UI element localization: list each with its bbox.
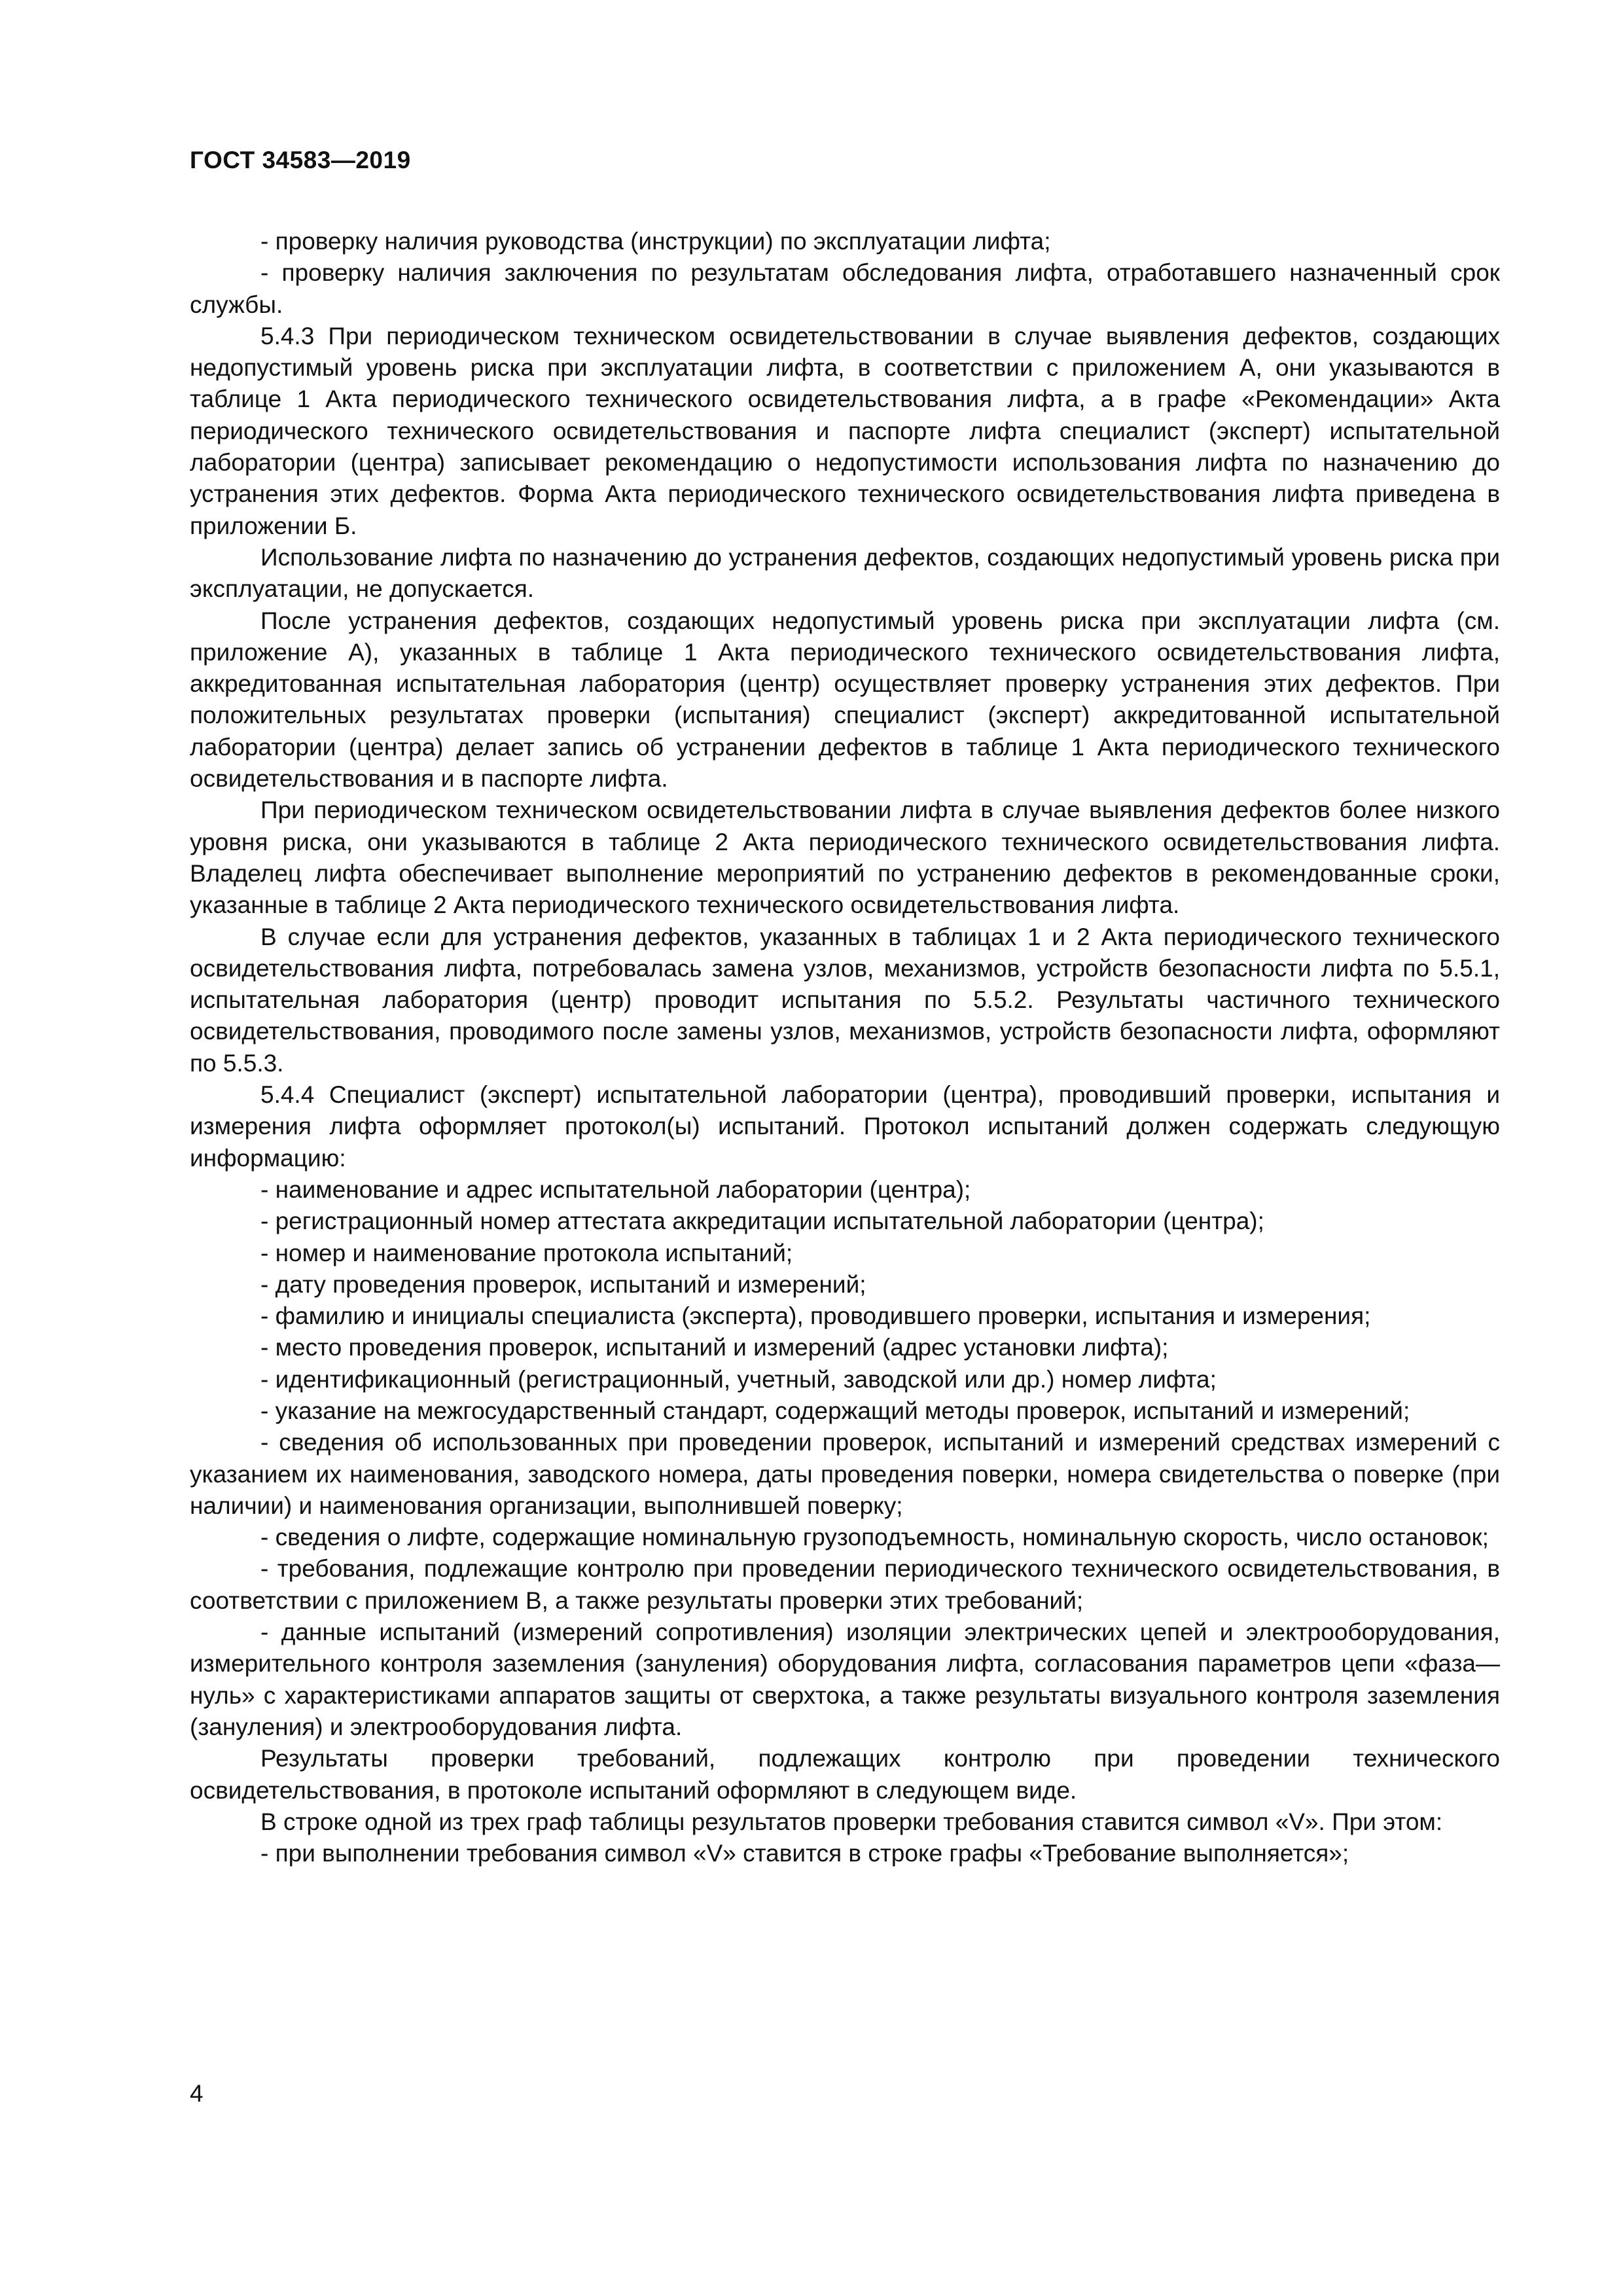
list-item: - место проведения проверок, испытаний и измерений (адрес установки лифта); [260,1334,1169,1361]
page-header-title: ГОСТ 34583—2019 [190,147,411,173]
paragraph: Результаты проверки требований, подлежащих контролю при проведении технического освидетельствования, в протоколе испытаний оформляют в следующем виде. [190,1745,1500,1804]
page-number: 4 [190,2080,204,2107]
document-body [190,226,1500,1869]
list-item: - дату проведения проверок, испытаний и измерений; [260,1270,866,1298]
list-item: - указание на межгосударственный стандарт, содержащий методы проверок, испытаний и измерений; [260,1397,1410,1424]
list-item: - при выполнении требования символ «V» ставится в строке графы «Требование выполняется»; [260,1840,1349,1867]
paragraph: 5.4.4 Специалист (эксперт) испытательной лаборатории (центра), проводивший проверки, испытания и измерения лифта оформляет протокол(ы) испытаний. Протокол испытаний должен содержать следующую информацию: [190,1081,1500,1172]
list-item: - регистрационный номер аттестата аккредитации испытательной лаборатории (центра); [260,1208,1264,1235]
paragraph: Использование лифта по назначению до устранения дефектов, создающих недопустимый уровень риска при эксплуатации, не допускается. [190,543,1500,603]
paragraph: - проверку наличия заключения по результатам обследования лифта, отработавшего назначенный срок службы. [190,259,1500,318]
paragraph: 5.4.3 При периодическом техническом освидетельствовании в случае выявления дефектов, создающих недопустимый уровень риска при эксплуатации лифта, в соответствии с приложением А, они указываются в таблице 1 Акта периодического технического освидетельствования лифта, а в графе «Рекомендации» Акта периодического технического освидетельствования и паспорте лифта специалист (эксперт) испытательной лаборатории (центра) записывает рекомендацию о недопустимости использования лифта по назначению до устранения этих дефектов. Форма Акта периодического технического освидетельствования лифта приведена в приложении Б. [190,322,1500,539]
list-item: - наименование и адрес испытательной лаборатории (центра); [260,1175,971,1203]
list-item: - требования, подлежащие контролю при проведении периодического технического освидетельствования, в соответствии с приложением В, а также результаты проверки этих требований; [190,1555,1500,1614]
list-item: - сведения о лифте, содержащие номинальную грузоподъемность, номинальную скорость, число остановок; [260,1524,1489,1551]
paragraph: В случае если для устранения дефектов, указанных в таблицах 1 и 2 Акта периодического технического освидетельствования лифта, потребовалась замена узлов, механизмов, устройств безопасности лифта по 5.5.1, испытательная лаборатория (центр) проводит испытания по 5.5.2. Результаты частичного технического освидетельствования, проводимого после замены узлов, механизмов, устройств безопасности лифта, оформляют по 5.5.3. [190,923,1500,1077]
paragraph: В строке одной из трех граф таблицы результатов проверки требования ставится символ «V». При этом: [260,1808,1443,1835]
list-item: - фамилию и инициалы специалиста (эксперта), проводившего проверки, испытания и измерения; [260,1302,1371,1330]
list-item: - идентификационный (регистрационный, учетный, заводской или др.) номер лифта; [260,1365,1217,1393]
paragraph: При периодическом техническом освидетельствовании лифта в случае выявления дефектов более низкого уровня риска, они указываются в таблице 2 Акта периодического технического освидетельствования лифта. Владелец лифта обеспечивает выполнение мероприятий по устранению дефектов в рекомендованные сроки, указанные в таблице 2 Акта периодического технического освидетельствования лифта. [190,797,1500,919]
paragraph: - проверку наличия руководства (инструкции) по эксплуатации лифта; [260,228,1051,255]
list-item: - данные испытаний (измерений сопротивления) изоляции электрических цепей и электрооборудования, измерительного контроля заземления (зануления) оборудования лифта, согласования параметров цепи «фаза—нуль» с характеристиками аппаратов защиты от сверхтока, а также результаты визуального контроля заземления (зануления) и электрооборудования лифта. [190,1619,1500,1740]
list-item: - номер и наименование протокола испытаний; [260,1239,793,1266]
paragraph: После устранения дефектов, создающих недопустимый уровень риска при эксплуатации лифта (см. приложение А), указанных в таблице 1 Акта периодического технического освидетельствования лифта, аккредитованная испытательная лаборатория (центр) осуществляет проверку устранения этих дефектов. При положительных результатах проверки (испытания) специалист (эксперт) аккредитованной испытательной лаборатории (центра) делает запись об устранении дефектов в таблице 1 Акта периодического технического освидетельствования и в паспорте лифта. [190,607,1500,793]
list-item: - сведения об использованных при проведении проверок, испытаний и измерений средствах измерений с указанием их наименования, заводского номера, даты проведения поверки, номера свидетельства о поверке (при наличии) и наименования организации, выполнившей поверку; [190,1429,1500,1519]
